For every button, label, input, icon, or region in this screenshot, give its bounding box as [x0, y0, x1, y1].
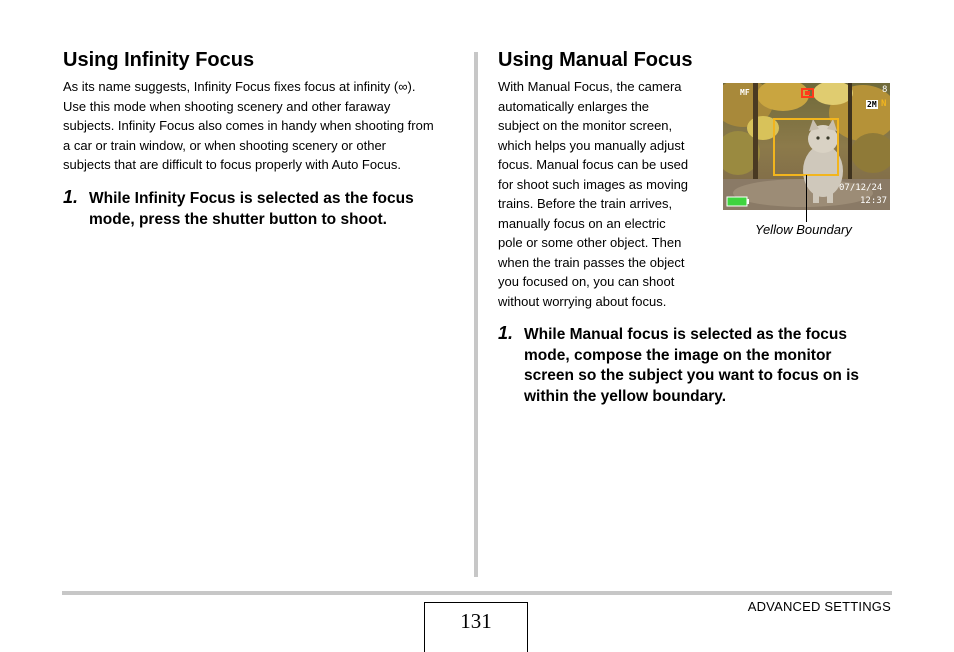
step-line: within the yellow boundary.: [524, 387, 727, 405]
right-intro-line: when the train passes the object: [498, 254, 685, 270]
right-intro-line: automatically enlarges the: [498, 98, 650, 114]
right-intro-line: you focused on, you can shoot: [498, 274, 675, 289]
section-label: ADVANCED SETTINGS: [747, 599, 891, 614]
step-line: mode, press the shutter button to shoot.: [89, 210, 387, 228]
left-intro-line: a car or train window, or when shooting scenery or other: [63, 137, 387, 153]
right-intro-line: which helps you manually adjust: [498, 137, 685, 153]
page-number: 131: [424, 602, 528, 652]
step-line: While Infinity Focus is selected as the focus: [89, 190, 414, 207]
right-intro-line: trains. Before the train arrives,: [498, 196, 673, 211]
left-intro-line: subjects that are difficult to focus properly with Auto Focus.: [63, 157, 401, 172]
right-intro-line: manually focus on an electric: [498, 215, 666, 231]
left-intro-line: subjects. Infinity Focus also comes in handy when shooting from: [63, 118, 434, 133]
right-step-1: [498, 325, 898, 407]
left-step-1-text: [89, 189, 463, 230]
osd-date: 07/12/24: [839, 183, 883, 193]
right-intro-line: subject on the monitor screen,: [498, 118, 673, 133]
left-intro-paragraph: [63, 77, 434, 175]
right-intro-paragraph: [498, 77, 688, 311]
left-intro-line: Use this mode when shooting scenery and other faraway: [63, 98, 391, 114]
right-section-title: Using Manual Focus: [498, 49, 693, 71]
right-step-1-text: [524, 325, 898, 407]
osd-shot-count: 8: [882, 85, 888, 95]
battery-icon: [727, 197, 749, 206]
right-intro-line: without worrying about focus.: [498, 293, 667, 309]
left-step-1: [63, 189, 463, 230]
right-intro-line: pole or some other object. Then: [498, 235, 682, 250]
step-line: While Manual focus is selected as the focus: [524, 326, 848, 343]
right-intro-line: focus. Manual focus can be used: [498, 157, 689, 172]
osd-image-size: 2M: [867, 100, 877, 109]
column-divider: [474, 52, 478, 577]
step-line: screen so the subject you want to focus on is: [524, 367, 860, 384]
step-line: mode, compose the image on the monitor: [524, 346, 832, 364]
osd-focus-mode: MF: [740, 88, 750, 97]
left-section-title: Using Infinity Focus: [63, 49, 255, 71]
step-number: 1.: [63, 187, 79, 207]
footer-rule: [62, 591, 892, 595]
osd-quality: N: [881, 99, 887, 109]
right-intro-line: for shoot such images as moving: [498, 176, 689, 192]
right-intro-line: With Manual Focus, the camera: [498, 79, 682, 94]
figure-caption: Yellow Boundary: [755, 222, 852, 237]
left-intro-line: As its name suggests, Infinity Focus fixes focus at infinity (∞).: [63, 79, 416, 94]
caption-leader-line: [806, 175, 807, 222]
osd-time: 12:37: [860, 196, 888, 206]
step-number: 1.: [498, 323, 514, 343]
